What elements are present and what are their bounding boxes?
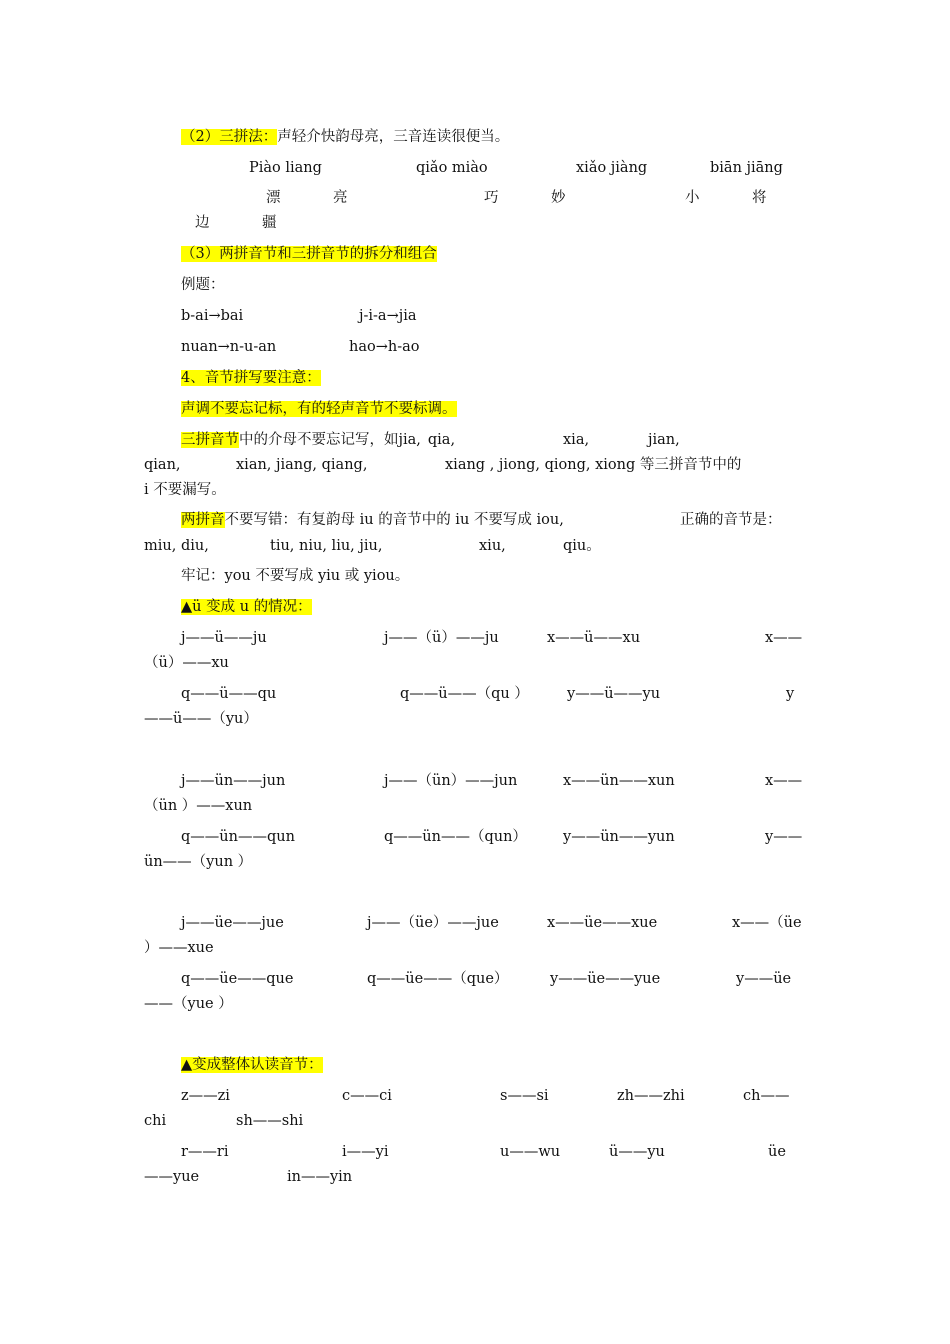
example-nuan: nuan→n-u-an: [181, 339, 277, 355]
p1-line3: i 不要漏写。: [144, 482, 226, 498]
whole-item: c——ci: [342, 1088, 392, 1104]
umlaut-item: x——: [765, 773, 803, 789]
umlaut-item: ——（yue ）: [144, 996, 233, 1012]
umlaut-item: y——: [765, 829, 803, 845]
umlaut-item: x——ün——xun: [563, 773, 675, 789]
pinyin-piaoliang: Piào liang: [249, 160, 322, 176]
whole-item: s——si: [500, 1088, 549, 1104]
umlaut-item: x——: [765, 630, 803, 646]
whole-item: üe: [768, 1144, 786, 1160]
whole-item: zh——zhi: [617, 1088, 685, 1104]
p2-tail: 正确的音节是：: [680, 512, 782, 528]
whole-item: sh——shi: [236, 1113, 304, 1129]
p1-line1: 三拼音节中的介母不要忘记写，如jia, qia,: [181, 432, 456, 448]
example-hao: hao→h-ao: [349, 339, 420, 355]
pinyin-qiaomiao: qiǎo miào: [416, 160, 488, 176]
umlaut-item: y: [786, 686, 795, 702]
p1-xiang: xiang , jiong, qiong, xiong 等三拼音节中的: [445, 457, 742, 473]
umlaut-item: y——ün——yun: [563, 829, 675, 845]
umlaut-item: q——ün——qun: [181, 829, 295, 845]
p2-qiu: qiu。: [563, 538, 601, 554]
sec4-heading: 4、音节拼写要注意：: [181, 370, 321, 386]
umlaut-item: ）——xue: [144, 940, 214, 956]
hanzi: 将: [752, 190, 767, 206]
whole-item: ü——yu: [609, 1144, 665, 1160]
pinyin-bianjiang: biān jiāng: [710, 160, 783, 176]
umlaut-item: j——ü——ju: [181, 630, 267, 646]
p2-xiu: xiu,: [479, 538, 506, 554]
umlaut-item: x——ü——xu: [547, 630, 641, 646]
sec2-heading: （2）三拼法：: [181, 129, 278, 145]
hanzi: 小: [685, 190, 700, 206]
p1-xian: xian, jiang, qiang,: [236, 457, 368, 473]
umlaut-item: j——（üe）——jue: [367, 915, 499, 931]
hanzi: 亮: [333, 190, 348, 206]
p1-xia: xia,: [563, 432, 590, 448]
umlaut-item: （ü）——xu: [144, 655, 229, 671]
whole-item: r——ri: [181, 1144, 229, 1160]
whole-item: in——yin: [287, 1169, 353, 1185]
whole-item: ——yue: [144, 1169, 200, 1185]
whole-item: z——zi: [181, 1088, 230, 1104]
umlaut-item: x——üe——xue: [547, 915, 658, 931]
sec3-heading: （3）两拼音节和三拼音节的拆分和组合: [181, 246, 437, 262]
hanzi: 妙: [551, 190, 566, 206]
p1-qian: qian,: [144, 457, 181, 473]
hanzi: 漂: [266, 190, 281, 206]
umlaut-item: ün——（yun ）: [144, 854, 253, 870]
example-jia: j-i-a→jia: [359, 308, 417, 324]
whole-item: chi: [144, 1113, 167, 1129]
sec2-text: 声轻介快韵母亮，三音连读很便当。: [277, 129, 510, 145]
example-label: 例题：: [181, 277, 225, 293]
umlaut-item: y——ü——yu: [567, 686, 661, 702]
example-bai: b-ai→bai: [181, 308, 244, 324]
p2-tiu: tiu, niu, liu, jiu,: [270, 538, 383, 554]
whole-heading: ▲变成整体认读音节：: [181, 1057, 323, 1073]
whole-item: i——yi: [342, 1144, 389, 1160]
umlaut-item: q——ün——（qun）: [384, 829, 527, 845]
umlaut-item: j——（ü）——ju: [384, 630, 499, 646]
umlaut-item: y——üe: [736, 971, 792, 987]
umlaut-item: x——（üe: [732, 915, 802, 931]
umlaut-item: j——ün——jun: [181, 773, 286, 789]
umlaut-item: q——üe——（que）: [367, 971, 509, 987]
tone-note: 声调不要忘记标，有的轻声音节不要标调。: [181, 401, 457, 417]
p2-line1: 两拼音不要写错：有复韵母 iu 的音节中的 iu 不要写成 iou,: [181, 512, 564, 528]
umlaut-item: j——（ün）——jun: [384, 773, 518, 789]
umlaut-heading: ▲ü 变成 u 的情况：: [181, 599, 312, 615]
umlaut-item: y——üe——yue: [550, 971, 661, 987]
pinyin-xiaojiang: xiǎo jiàng: [576, 160, 648, 176]
umlaut-item: ——ü——（yu）: [144, 711, 258, 727]
p1-jian: jian,: [648, 432, 680, 448]
umlaut-item: q——üe——que: [181, 971, 294, 987]
hanzi: 巧: [484, 190, 499, 206]
hanzi: 边: [195, 215, 210, 231]
hanzi: 疆: [262, 215, 277, 231]
umlaut-item: （ün ）——xun: [144, 798, 253, 814]
p2-miu: miu, diu,: [144, 538, 209, 554]
remember-note: 牢记：you 不要写成 yiu 或 yiou。: [181, 568, 410, 584]
umlaut-item: q——ü——（qu ）: [400, 686, 529, 702]
sec2-line: [181, 127, 509, 147]
whole-item: u——wu: [500, 1144, 561, 1160]
umlaut-item: j——üe——jue: [181, 915, 284, 931]
umlaut-item: q——ü——qu: [181, 686, 277, 702]
whole-item: ch——: [743, 1088, 790, 1104]
